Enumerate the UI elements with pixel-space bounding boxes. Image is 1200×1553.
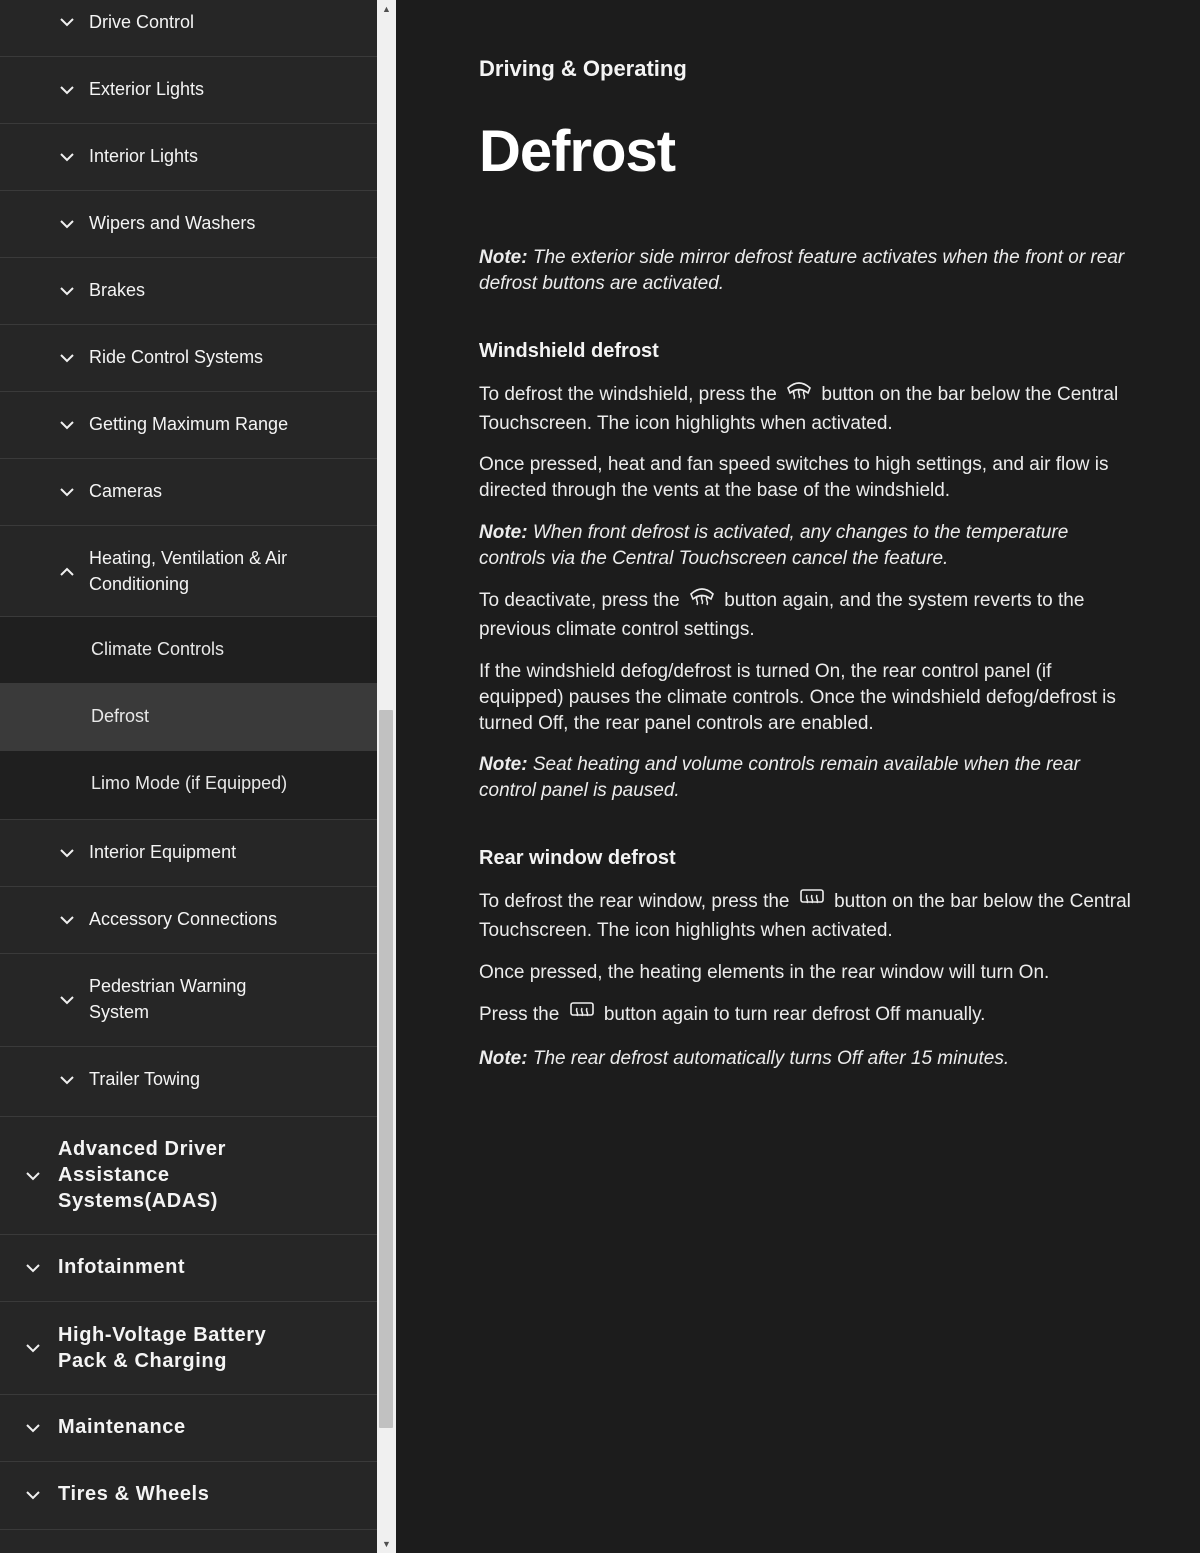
- chevron-down-icon: [59, 350, 75, 366]
- sidebar-item-label: Heating, Ventilation & Air Conditioning: [89, 548, 288, 594]
- note-label: Note:: [479, 522, 528, 543]
- chevron-down-icon: [59, 912, 75, 928]
- sidebar-item-label: Interior Equipment: [89, 842, 237, 862]
- main-content: [396, 0, 1200, 1553]
- section-title: Driving & Operating: [479, 56, 687, 81]
- sidebar-item-maintenance[interactable]: [0, 1395, 377, 1462]
- sidebar-item-label: Maintenance: [58, 1416, 186, 1438]
- chevron-down-icon: [25, 1168, 41, 1184]
- sidebar-item-infotainment[interactable]: [0, 1235, 377, 1302]
- front-defrost-icon: [689, 586, 715, 615]
- sidebar-item-label: Pedestrian Warning System: [89, 976, 247, 1022]
- sidebar-item-label: Getting Maximum Range: [89, 414, 289, 434]
- scrollbar-thumb[interactable]: [379, 710, 393, 1428]
- note-rear-auto-off: [479, 1046, 1139, 1072]
- windshield-paragraph-1: [479, 380, 1139, 438]
- rear-paragraph-3: [479, 1000, 1139, 1029]
- rear-defrost-icon: [569, 1000, 595, 1029]
- sidebar-item-label: Limo Mode (if Equipped): [91, 773, 288, 793]
- note-rear-panel-paused: [479, 752, 1139, 804]
- sidebar-item-exterior-lights[interactable]: [0, 57, 377, 124]
- chevron-down-icon: [59, 14, 75, 30]
- chevron-down-icon: [25, 1260, 41, 1276]
- sidebar-item-accessory-connections[interactable]: [0, 887, 377, 954]
- sidebar-item-label: Interior Lights: [89, 146, 199, 166]
- sidebar-item-climate-controls[interactable]: [0, 617, 377, 684]
- paragraph-text: To defrost the windshield, press the: [479, 384, 777, 405]
- chevron-down-icon: [59, 149, 75, 165]
- sidebar-item-hv-battery[interactable]: [0, 1302, 377, 1395]
- sidebar-item-label: High-Voltage Battery Pack & Charging: [58, 1324, 267, 1372]
- paragraph-text: To deactivate, press the: [479, 590, 680, 611]
- note-label: Note:: [479, 247, 528, 268]
- sidebar-item-wipers-washers[interactable]: [0, 191, 377, 258]
- windshield-paragraph-2: Once pressed, heat and fan speed switches to high settings, and air flow is directed through the vents at the base of the windshield.: [479, 454, 1109, 501]
- sidebar-item-cameras[interactable]: [0, 459, 377, 526]
- sidebar-item-label: Ride Control Systems: [89, 347, 264, 367]
- paragraph-text: To defrost the rear window, press the: [479, 891, 790, 912]
- paragraph-text: button again to turn rear defrost Off manually.: [603, 1004, 986, 1025]
- sidebar-item-adas[interactable]: [0, 1117, 377, 1235]
- sidebar-item-interior-lights[interactable]: [0, 124, 377, 191]
- chevron-down-icon: [25, 1340, 41, 1356]
- chevron-down-icon: [59, 82, 75, 98]
- sidebar-item-label: Cameras: [89, 481, 163, 501]
- sidebar-item-pedestrian-warning[interactable]: [0, 954, 377, 1047]
- sidebar-item-label: Drive Control: [89, 12, 195, 32]
- chevron-down-icon: [25, 1487, 41, 1503]
- chevron-down-icon: [59, 845, 75, 861]
- sidebar-item-label: Accessory Connections: [89, 909, 278, 929]
- windshield-paragraph-3: [479, 586, 1139, 644]
- sidebar-item-trailer-towing[interactable]: [0, 1047, 377, 1117]
- windshield-defrost-heading: Windshield defrost: [479, 340, 659, 362]
- chevron-down-icon: [59, 216, 75, 232]
- rear-window-defrost-heading: Rear window defrost: [479, 847, 676, 869]
- paragraph-text: button on the bar below the Central Touchscreen. The icon highlights when activated.: [479, 891, 1131, 942]
- sidebar-item-label: Infotainment: [58, 1256, 186, 1278]
- sidebar-item-limo-mode[interactable]: [0, 751, 377, 820]
- sidebar-item-label: Defrost: [91, 706, 150, 726]
- sidebar-item-ride-control[interactable]: [0, 325, 377, 392]
- sidebar-item-label: Wipers and Washers: [89, 213, 256, 233]
- sidebar-item-drive-control[interactable]: [0, 0, 377, 57]
- page-title: Defrost: [479, 119, 676, 184]
- sidebar-item-tires-wheels[interactable]: [0, 1462, 377, 1530]
- rear-defrost-icon: [799, 887, 825, 916]
- chevron-up-icon: [59, 563, 75, 579]
- rear-paragraph-1: [479, 887, 1139, 945]
- sidebar-item-brakes[interactable]: [0, 258, 377, 325]
- rear-paragraph-2: Once pressed, the heating elements in the rear window will turn On.: [479, 962, 1050, 983]
- sidebar-item-label: Exterior Lights: [89, 79, 205, 99]
- chevron-down-icon: [59, 484, 75, 500]
- chevron-down-icon: [59, 992, 75, 1008]
- sidebar-scrollbar[interactable]: [377, 0, 396, 1553]
- note-text: The rear defrost automatically turns Off after 15 minutes.: [532, 1048, 1010, 1069]
- sidebar-item-label: Brakes: [89, 280, 146, 300]
- chevron-down-icon: [59, 417, 75, 433]
- sidebar-item-label: Trailer Towing: [89, 1069, 201, 1089]
- scroll-down-arrow-icon[interactable]: ▼: [382, 1539, 391, 1549]
- note-label: Note:: [479, 754, 528, 775]
- paragraph-text: button on the bar below the Central Touchscreen. The icon highlights when activated.: [479, 384, 1119, 435]
- sidebar-item-label: Tires & Wheels: [58, 1483, 210, 1505]
- note-label: Note:: [479, 1048, 528, 1069]
- windshield-paragraph-4: If the windshield defog/defrost is turned On, the rear control panel (if equipped) pauses the climate controls. Once the windshield defog/defrost is turned Off, the rear panel controls are enabled.: [479, 661, 1116, 734]
- sidebar-item-hvac[interactable]: [0, 526, 377, 617]
- sidebar-item-label: Climate Controls: [91, 639, 225, 659]
- front-defrost-icon: [786, 380, 812, 409]
- sidebar-item-maximum-range[interactable]: [0, 392, 377, 459]
- note-text: When front defrost is activated, any changes to the temperature controls via the Central Touchscreen cancel the feature.: [479, 522, 1069, 569]
- chevron-down-icon: [59, 1072, 75, 1088]
- note-mirror-defrost: [479, 245, 1139, 297]
- sidebar-nav: [0, 0, 377, 1553]
- note-text: The exterior side mirror defrost feature activates when the front or rear defrost buttons are activated.: [479, 247, 1125, 294]
- chevron-down-icon: [25, 1420, 41, 1436]
- sidebar-item-interior-equipment[interactable]: [0, 820, 377, 887]
- chevron-down-icon: [59, 283, 75, 299]
- note-text: Seat heating and volume controls remain available when the rear control panel is paused.: [479, 754, 1080, 801]
- paragraph-text: button again, and the system reverts to the previous climate control settings.: [479, 590, 1085, 641]
- sidebar-item-defrost[interactable]: [0, 684, 377, 751]
- scroll-up-arrow-icon[interactable]: ▲: [382, 4, 391, 14]
- note-front-defrost-cancel: [479, 520, 1139, 572]
- paragraph-text: Press the: [479, 1004, 560, 1025]
- sidebar-item-label: Advanced Driver Assistance Systems(ADAS): [58, 1138, 226, 1212]
